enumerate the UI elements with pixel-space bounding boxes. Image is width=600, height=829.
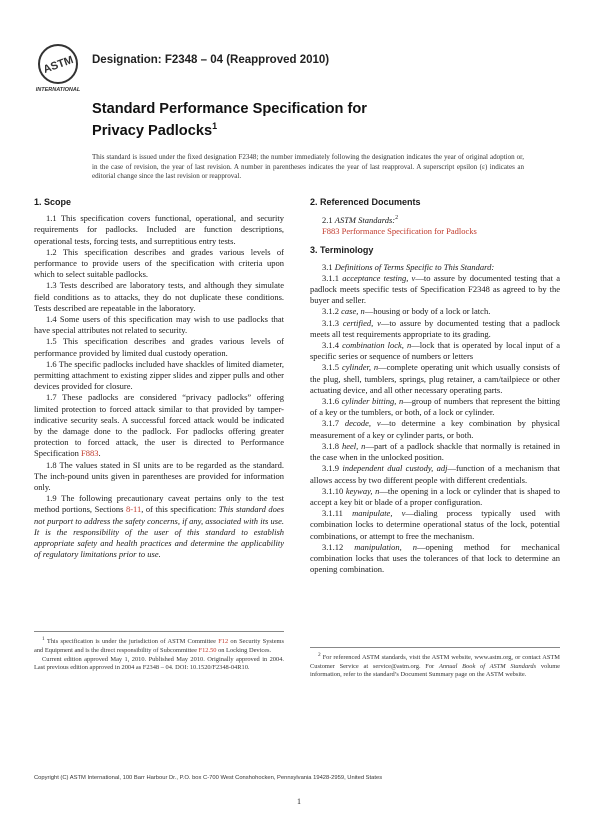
copyright: Copyright (C) ASTM International, 100 Barr Harbour Dr., P.O. box C-700 West Conshohocken, Pennsylvania 19428-2959, United States bbox=[34, 775, 383, 781]
f883-reference-title-link[interactable]: Performance Specification for Padlocks bbox=[339, 226, 477, 237]
definition-item: 3.1.7 decode, v—to determine a key combination by physical measurement of a key or cylinder parts, or both. bbox=[310, 418, 561, 440]
svg-text:ASTM: ASTM bbox=[41, 53, 76, 76]
definition-item: 3.1.6 cylinder bitting, n—group of numbers that represent the bitting of a key or the tumblers, or both, of a lock or cylinder. bbox=[310, 396, 560, 418]
definitions-list bbox=[310, 273, 560, 575]
definition-item: 3.1.8 heel, n—part of a padlock shackle that normally is retained in the case when in the unlocked position. bbox=[310, 440, 560, 463]
left-column bbox=[34, 197, 284, 561]
page-number: 1 bbox=[297, 797, 301, 806]
scope-heading: 1. Scope bbox=[34, 197, 72, 207]
definition-item: 3.1.2 case, n—housing or body of a lock or latch. bbox=[322, 306, 491, 317]
issuance-note: This standard is issued under the fixed designation F2348; the number immediately following the designation indicates the year of original adoption or, in the case of revision, the year of last revision. A number in parentheses indicates the year of last reapproval. A superscript epsilon (ε) indicates an editorial change since the last revision or reapproval. bbox=[92, 153, 524, 181]
f883-reference-link[interactable]: F883 bbox=[322, 226, 340, 237]
edition-note: Current edition approved May 1, 2010. Published May 2010. Originally approved in 2004. Last previous edition approved in 2004 as F2348 – 04. DOI: 10.1520/F2348-04R10. bbox=[34, 655, 284, 672]
definition-item: 3.1.4 combination lock, n—lock that is operated by local input of a specific series or sequence of numbers or letters bbox=[310, 340, 561, 362]
footnote-1: $^1$ This specification is under the jurisdiction of ASTM Committee F12 on Security Systems and Equipment and is the direct responsibility of Subcommittee F12.50 on Locking Devices. Current edition approved May 1, 2010. Published May 2010. Originally approved in 2004. Last previous edition approved in 2004 as F2348 – 04. DOI: 10.1520/F2348-04R10. bbox=[34, 631, 284, 674]
astm-logo bbox=[32, 42, 84, 94]
scope-1-7: 1.7 These padlocks are considered “privacy padlocks” offering limited protection to forced attack similar to that provided by tamper-indicative security seals. A successful forced attack would be indicated by the damage done to the padlock. For padlocks offering greater protection to forced attack, the user is directed to Performance Specification F883. bbox=[34, 392, 284, 459]
definition-item: 3.1.12 manipulation, n—opening method for mechanical combination locks that uses the tolerances of that lock to determine an opening combination. bbox=[310, 541, 560, 575]
svg-text:INTERNATIONAL: INTERNATIONAL bbox=[35, 87, 81, 93]
scope-1-5: 1.5 This specification describes and grades various levels of performance provided by limited dual custody operation. bbox=[34, 336, 284, 358]
title-line-1: Standard Performance Specification for bbox=[92, 101, 367, 117]
scope-1-1: 1.1 This specification covers functional, operational, and security requirements for padlocks. Included are function descriptions, operational tests, forcing tests, and surreptitious entry tests. bbox=[34, 213, 284, 246]
title-line-2: Privacy Padlocks$^1$ bbox=[92, 121, 218, 139]
scope-1-6: 1.6 The specific padlocks included have shackles of limited diameter, permitting attachment to existing zipper slides and zipper pulls and other devices provided for closure. bbox=[34, 358, 284, 392]
document-title bbox=[92, 101, 367, 140]
astm-standards-line: 2.1 ASTM Standards:$^2$ bbox=[322, 215, 399, 226]
terminology-heading: 3. Terminology bbox=[310, 245, 374, 256]
reference-f883 bbox=[310, 226, 560, 237]
definition-item: 3.1.10 keyway, n—the opening in a lock or cylinder that is shaped to accept a key bit or blade of a proper configuration. bbox=[310, 485, 560, 507]
definition-item: 3.1.11 manipulate, v—dialing process typically used with combination locks to determine operational status of the lock, potential combinations, or attempt to free the mechanism. bbox=[310, 508, 560, 541]
definition-item: 3.1.3 certified, v—to assure by documented testing that a padlock meets all test requirements appropriate to its grading. bbox=[310, 317, 560, 339]
sections-link[interactable]: 8-11 bbox=[125, 504, 142, 515]
scope-1-4: 1.4 Some users of this specification may wish to use padlocks that have special attributes not related to security. bbox=[34, 314, 284, 336]
f883-link[interactable]: F883 bbox=[80, 448, 99, 459]
f12-50-link[interactable]: F12.50 bbox=[198, 646, 217, 654]
right-column bbox=[310, 197, 560, 575]
footnote-2: $^2$ For referenced ASTM standards, visit the ASTM website, www.astm.org, or contact ASTM Customer Service at service@astm.org. For Annual Book of ASTM Standards volume information, refer to the standard’s Document Summary page on the ASTM website. bbox=[310, 647, 560, 680]
f12-link[interactable]: F12 bbox=[218, 638, 229, 646]
scope-1-2: 1.2 This specification describes and grades various levels of performance to provide users of the specification with criteria upon which to select suitable padlocks. bbox=[34, 246, 284, 280]
scope-1-3: 1.3 Tests described are laboratory tests, and although they simulate field conditions as to attacks, they do not duplicate these conditions. Tests described are repeatable in the laboratory. bbox=[34, 280, 284, 313]
designation: Designation: F2348 – 04 (Reapproved 2010) bbox=[92, 54, 330, 66]
referenced-heading: 2. Referenced Documents bbox=[310, 197, 421, 207]
term-3-1: 3.1 Definitions of Terms Specific to This Standard: bbox=[322, 261, 495, 272]
scope-1-8: 1.8 The values stated in SI units are to be regarded as the standard. The inch-pound units given in parentheses are provided for information only. bbox=[34, 459, 284, 493]
definition-item: 3.1.1 acceptance testing, v—to assure by documented testing that a padlock meets specific tests of Specification F2348 as agreed to by the buyer and seller. bbox=[310, 272, 560, 306]
definition-item: 3.1.9 independent dual custody, adj—function of a mechanism that allows access by two different people with different credentials. bbox=[310, 463, 560, 485]
scope-1-9: 1.9 The following precautionary caveat pertains only to the test method portions, Sections 8-11, of this specification: This standard does not purport to address the safety concerns, if any, associated with its use. It is the responsibility of the user of this standard to establish appropriate safety and health practices and determine the applicability of regulatory limitations prior to use. bbox=[34, 493, 285, 560]
definition-item: 3.1.5 cylinder, n—complete operating unit which usually consists of the plug, shell, tumblers, springs, plug retainer, a cam/tailpiece or other actuating device, and all other necessary operating parts. bbox=[310, 362, 561, 395]
